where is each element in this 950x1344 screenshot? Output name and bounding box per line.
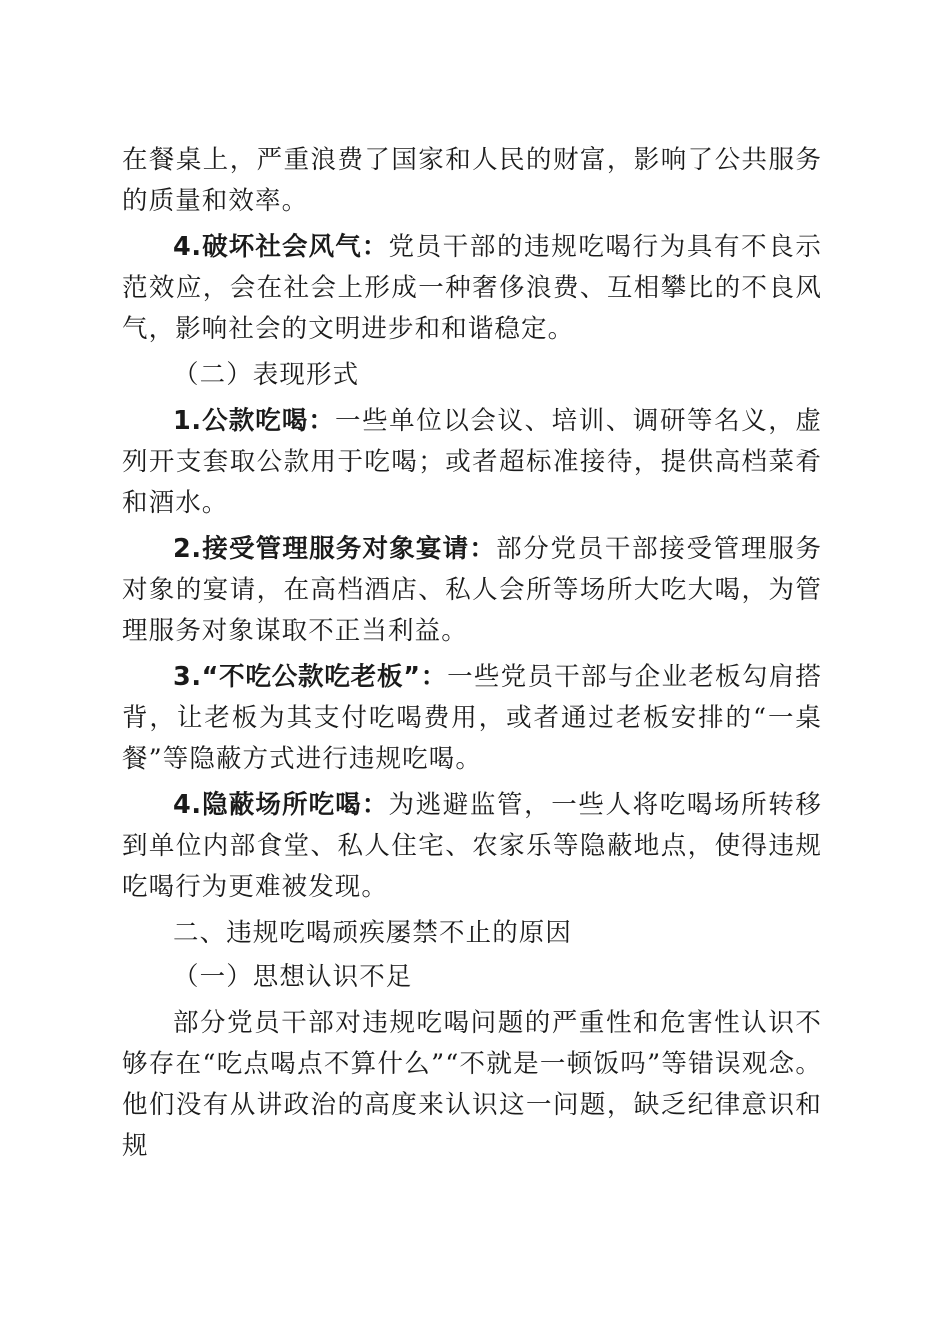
paragraph-public-funds bbox=[122, 401, 822, 524]
subheading-forms: （二）表现形式 bbox=[173, 360, 360, 390]
paragraph-waste-continued: 在餐桌上，严重浪费了国家和人民的财富，影响了公共服务的质量和效率。 bbox=[122, 145, 822, 216]
paragraph-text: 一些党员干部与企业老板勾肩搭背，让老板为其支付吃喝费用，或者通过老板安排的“一桌餐”等隐蔽方式进行违规吃喝。 bbox=[122, 662, 823, 774]
paragraph-ideology: 部分党员干部对违规吃喝问题的严重性和危害性认识不够存在“吃点喝点不算什么”“不就是一顿饭吗”等错误观念。他们没有从讲政治的高度来认识这一问题，缺乏纪律意识和规 bbox=[122, 1008, 822, 1161]
paragraph-text: 一些单位以会议、培训、调研等名义，虚列开支套取公款用于吃喝；或者超标准接待，提供高档菜肴和酒水。 bbox=[122, 406, 822, 518]
paragraph-lead: 3.“不吃公款吃老板”： bbox=[173, 662, 448, 692]
subheading-ideology: （一）思想认识不足 bbox=[173, 962, 413, 992]
paragraph-hidden-venues bbox=[122, 785, 822, 908]
paragraph-text: 为逃避监管，一些人将吃喝场所转移到单位内部食堂、私人住宅、农家乐等隐蔽地点，使得违规吃喝行为更难被发现。 bbox=[122, 790, 822, 902]
paragraph-banquets bbox=[122, 529, 822, 652]
paragraph-text: 党员干部的违规吃喝行为具有不良示范效应，会在社会上形成一种奢侈浪费、互相攀比的不良风气，影响社会的文明进步和和谐稳定。 bbox=[122, 232, 822, 344]
document-body bbox=[122, 140, 822, 1172]
section-heading-causes: 二、违规吃喝顽疾屡禁不止的原因 bbox=[173, 918, 573, 948]
paragraph-lead: 1.公款吃喝： bbox=[173, 406, 336, 436]
paragraph-social-atmosphere bbox=[122, 227, 822, 350]
paragraph-text: 部分党员干部接受管理服务对象的宴请，在高档酒店、私人会所等场所大吃大喝，为管理服务对象谋取不正当利益。 bbox=[122, 534, 823, 646]
paragraph-lead: 4.隐蔽场所吃喝： bbox=[173, 790, 389, 820]
paragraph-lead: 2.接受管理服务对象宴请： bbox=[173, 534, 497, 564]
paragraph-lead: 4.破坏社会风气： bbox=[173, 232, 389, 262]
paragraph-bosses bbox=[122, 657, 822, 780]
